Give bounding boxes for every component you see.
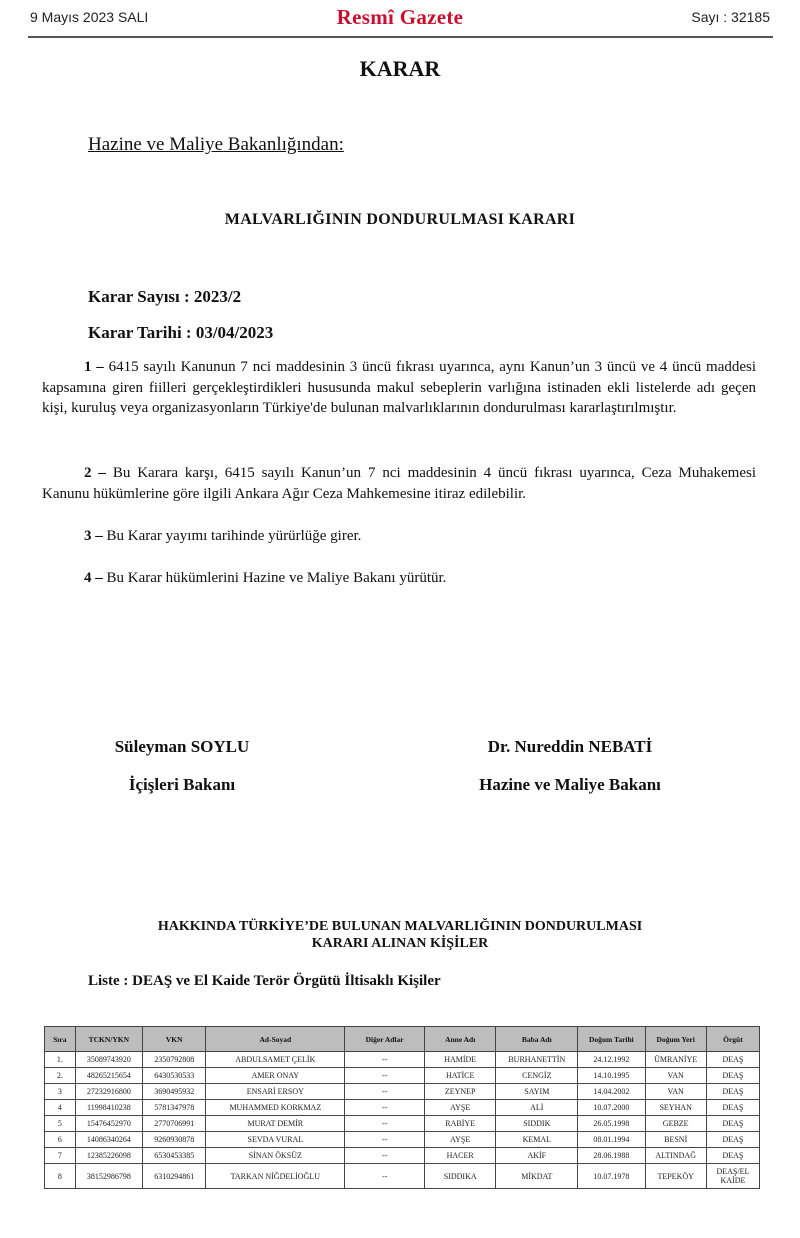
table-row <box>45 1100 760 1116</box>
cell-full-name: TARKAN NİĞDELİOĞLU <box>206 1164 345 1189</box>
cell-vkn: 2770706991 <box>143 1116 206 1132</box>
cell-other-names: -- <box>345 1052 425 1068</box>
cell-mother-name: HAMİDE <box>424 1052 496 1068</box>
cell-mother-name: HATİCE <box>424 1068 496 1084</box>
article-number: 1 – <box>84 359 104 375</box>
cell-other-names: -- <box>345 1068 425 1084</box>
cell-birth-place: TEPEKÖY <box>645 1164 706 1189</box>
cell-birth-place: GEBZE <box>645 1116 706 1132</box>
list-subtitle: Liste : DEAŞ ve El Kaide Terör Örgütü İltisaklı Kişiler <box>88 973 441 989</box>
cell-full-name: AMER ONAY <box>206 1068 345 1084</box>
cell-vkn: 6530453385 <box>143 1148 206 1164</box>
cell-row-number: 7 <box>45 1148 76 1164</box>
decision-date: Karar Tarihi : 03/04/2023 <box>88 323 274 342</box>
cell-father-name: ALİ <box>496 1100 578 1116</box>
cell-row-number: 4 <box>45 1100 76 1116</box>
column-header: VKN <box>143 1027 206 1052</box>
cell-organization: DEAŞ <box>706 1052 759 1068</box>
cell-tckn: 12385226098 <box>75 1148 142 1164</box>
table-row <box>45 1084 760 1100</box>
header-date: 9 Mayıs 2023 SALI <box>30 9 149 25</box>
ministry-name: Hazine ve Maliye Bakanlığından: <box>88 134 344 155</box>
column-header: Örgüt <box>706 1027 759 1052</box>
article-number: 3 – <box>84 528 103 544</box>
column-header: TCKN/YKN <box>75 1027 142 1052</box>
signatory-name-left: Süleyman SOYLU <box>114 737 250 756</box>
cell-vkn: 5781347978 <box>143 1100 206 1116</box>
cell-row-number: 8 <box>45 1164 76 1189</box>
signatory-name-right: Dr. Nureddin NEBATİ <box>487 737 653 756</box>
cell-organization: DEAŞ <box>706 1100 759 1116</box>
cell-full-name: ENSARİ ERSOY <box>206 1084 345 1100</box>
article-text: Bu Karar yayımı tarihinde yürürlüğe girer. <box>106 528 362 544</box>
cell-other-names: -- <box>345 1116 425 1132</box>
cell-row-number: 1. <box>45 1052 76 1068</box>
column-header: Doğum Tarihi <box>578 1027 645 1052</box>
gazette-title: Resmî Gazete <box>336 5 464 29</box>
cell-organization: DEAŞ <box>706 1148 759 1164</box>
cell-organization: DEAŞ <box>706 1132 759 1148</box>
cell-birth-date: 26.05.1998 <box>578 1116 645 1132</box>
cell-other-names: -- <box>345 1148 425 1164</box>
column-header: Baba Adı <box>496 1027 578 1052</box>
cell-birth-place: SEYHAN <box>645 1100 706 1116</box>
table-row <box>45 1132 760 1148</box>
cell-tckn: 15476452970 <box>75 1116 142 1132</box>
signatory-title-right: Hazine ve Maliye Bakanı <box>479 775 661 794</box>
cell-vkn: 2350792808 <box>143 1052 206 1068</box>
cell-birth-place: BESNİ <box>645 1132 706 1148</box>
column-header: Anne Adı <box>424 1027 496 1052</box>
cell-row-number: 3 <box>45 1084 76 1100</box>
column-header: Ad-Soyad <box>206 1027 345 1052</box>
header-divider <box>28 36 773 38</box>
cell-tckn: 27232916800 <box>75 1084 142 1100</box>
cell-row-number: 5 <box>45 1116 76 1132</box>
cell-birth-place: VAN <box>645 1084 706 1100</box>
table-row <box>45 1052 760 1068</box>
cell-father-name: KEMAL <box>496 1132 578 1148</box>
article-text: 6415 sayılı Kanunun 7 nci maddesinin 3 üncü fıkrası uyarınca, aynı Kanun’un 3 üncü ve 4 üncü maddesi kapsamına giren fiilleri gerçekleştirdikleri hususunda makul sebeplerin varlığına istinaden ekli listelerde adı geçen kişi, kuruluş veya organizasyonların Türkiye'de bulunan malvarlıklarının dondurulması kararlaştırılmıştır. <box>42 359 757 416</box>
cell-tckn: 48265215654 <box>75 1068 142 1084</box>
cell-other-names: -- <box>345 1132 425 1148</box>
cell-tckn: 14086340264 <box>75 1132 142 1148</box>
table-row <box>45 1164 760 1189</box>
article-3 <box>42 526 756 547</box>
article-text: Bu Karara karşı, 6415 sayılı Kanun’un 7 nci maddesinin 4 üncü fıkrası uyarınca, Ceza Muhakemesi Kanunu hükümlerine göre ilgili Ankara Ağır Ceza Mahkemesine itiraz edilebilir. <box>42 465 756 502</box>
issue-number: Sayı : 32185 <box>691 9 770 25</box>
signatory-title-left: İçişleri Bakanı <box>128 775 236 794</box>
table-row <box>45 1068 760 1084</box>
list-title-line: HAKKINDA TÜRKİYE’DE BULUNAN MALVARLIĞININ DONDURULMASI <box>157 919 643 934</box>
cell-birth-date: 08.01.1994 <box>578 1132 645 1148</box>
cell-mother-name: HACER <box>424 1148 496 1164</box>
section-heading: KARAR <box>359 56 441 81</box>
cell-other-names: -- <box>345 1100 425 1116</box>
list-title-line: KARARI ALINAN KİŞİLER <box>311 936 489 951</box>
column-header: Sıra <box>45 1027 76 1052</box>
cell-vkn: 6310294861 <box>143 1164 206 1189</box>
list-title <box>0 918 800 952</box>
cell-vkn: 6430530533 <box>143 1068 206 1084</box>
cell-organization: DEAŞ <box>706 1116 759 1132</box>
column-header: Diğer Adlar <box>345 1027 425 1052</box>
decision-number: Karar Sayısı : 2023/2 <box>88 287 242 306</box>
cell-mother-name: RABİYE <box>424 1116 496 1132</box>
cell-birth-date: 14.10.1995 <box>578 1068 645 1084</box>
cell-organization: DEAŞ/EL KAİDE <box>706 1164 759 1189</box>
column-header: Doğum Yeri <box>645 1027 706 1052</box>
table-row <box>45 1116 760 1132</box>
table-body <box>45 1052 760 1189</box>
cell-row-number: 2. <box>45 1068 76 1084</box>
cell-birth-date: 28.06.1988 <box>578 1148 645 1164</box>
table-header-row <box>45 1027 760 1052</box>
cell-father-name: SIDDIK <box>496 1116 578 1132</box>
cell-tckn: 11998410238 <box>75 1100 142 1116</box>
cell-organization: DEAŞ <box>706 1084 759 1100</box>
article-4 <box>42 568 756 589</box>
cell-full-name: ABDULSAMET ÇELİK <box>206 1052 345 1068</box>
cell-vkn: 3690495932 <box>143 1084 206 1100</box>
cell-full-name: SİNAN ÖKSÜZ <box>206 1148 345 1164</box>
cell-other-names: -- <box>345 1084 425 1100</box>
persons-table <box>44 1026 760 1189</box>
cell-tckn: 38152986798 <box>75 1164 142 1189</box>
cell-father-name: AKİF <box>496 1148 578 1164</box>
cell-row-number: 6 <box>45 1132 76 1148</box>
cell-birth-place: VAN <box>645 1068 706 1084</box>
article-2 <box>42 463 756 504</box>
cell-vkn: 9260930878 <box>143 1132 206 1148</box>
decision-title: MALVARLIĞININ DONDURULMASI KARARI <box>224 211 576 228</box>
cell-other-names: -- <box>345 1164 425 1189</box>
cell-mother-name: AYŞE <box>424 1100 496 1116</box>
cell-father-name: BURHANETTİN <box>496 1052 578 1068</box>
cell-birth-date: 10.07.1978 <box>578 1164 645 1189</box>
cell-birth-place: ÜMRANİYE <box>645 1052 706 1068</box>
cell-birth-place: ALTINDAĞ <box>645 1148 706 1164</box>
cell-tckn: 35089743920 <box>75 1052 142 1068</box>
cell-father-name: SAYIM <box>496 1084 578 1100</box>
cell-mother-name: ZEYNEP <box>424 1084 496 1100</box>
cell-organization: DEAŞ <box>706 1068 759 1084</box>
table-row <box>45 1148 760 1164</box>
article-1 <box>42 357 756 419</box>
cell-father-name: MİKDAT <box>496 1164 578 1189</box>
cell-full-name: SEVDA VURAL <box>206 1132 345 1148</box>
cell-full-name: MUHAMMED KORKMAZ <box>206 1100 345 1116</box>
cell-mother-name: SIDDIKA <box>424 1164 496 1189</box>
article-number: 4 – <box>84 570 103 586</box>
cell-father-name: CENGİZ <box>496 1068 578 1084</box>
article-number: 2 – <box>84 465 106 481</box>
cell-birth-date: 24.12.1992 <box>578 1052 645 1068</box>
cell-birth-date: 10.07.2000 <box>578 1100 645 1116</box>
cell-full-name: MURAT DEMİR <box>206 1116 345 1132</box>
cell-mother-name: AYŞE <box>424 1132 496 1148</box>
article-text: Bu Karar hükümlerini Hazine ve Maliye Bakanı yürütür. <box>106 570 447 586</box>
cell-birth-date: 14.04.2002 <box>578 1084 645 1100</box>
